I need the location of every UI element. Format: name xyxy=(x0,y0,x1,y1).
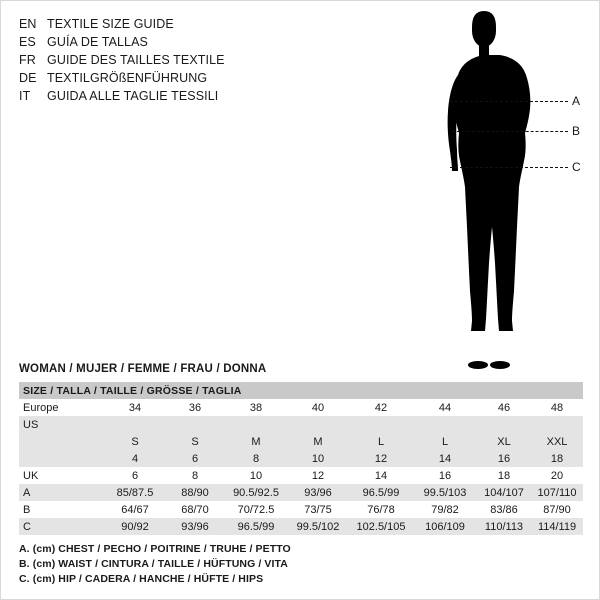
measure-line-c xyxy=(450,167,568,168)
language-row xyxy=(19,17,319,35)
cell: XXL xyxy=(531,433,583,450)
row-label: Europe xyxy=(19,399,105,416)
table-row xyxy=(19,450,583,467)
cell: 76/78 xyxy=(349,501,413,518)
language-row xyxy=(19,35,319,53)
cell: 106/109 xyxy=(413,518,477,535)
table-header-cell: SIZE / TALLA / TAILLE / GRÖSSE / TAGLIA xyxy=(19,382,583,399)
cell: 99.5/102 xyxy=(287,518,349,535)
cell: 90.5/92.5 xyxy=(225,484,287,501)
cell: 18 xyxy=(477,467,531,484)
cell: 79/82 xyxy=(413,501,477,518)
cell: 83/86 xyxy=(477,501,531,518)
cell: 93/96 xyxy=(287,484,349,501)
cell: 104/107 xyxy=(477,484,531,501)
cell xyxy=(349,416,413,433)
cell: 93/96 xyxy=(165,518,225,535)
cell: 70/72.5 xyxy=(225,501,287,518)
row-label: US xyxy=(19,416,105,433)
cell xyxy=(413,416,477,433)
cell: 102.5/105 xyxy=(349,518,413,535)
table-header-row xyxy=(19,382,583,399)
language-title-block xyxy=(19,17,319,107)
cell: 12 xyxy=(287,467,349,484)
cell: 68/70 xyxy=(165,501,225,518)
language-title: TEXTILGRÖßENFÜHRUNG xyxy=(47,71,208,85)
language-title: GUIDE DES TAILLES TEXTILE xyxy=(47,53,225,67)
cell: S xyxy=(105,433,165,450)
note-c: C. (cm) HIP / CADERA / HANCHE / HÜFTE / HIPS xyxy=(19,573,264,585)
cell: 40 xyxy=(287,399,349,416)
cell: 38 xyxy=(225,399,287,416)
cell: 8 xyxy=(165,467,225,484)
cell: 14 xyxy=(349,467,413,484)
table-row xyxy=(19,484,583,501)
cell: 10 xyxy=(225,467,287,484)
cell xyxy=(105,416,165,433)
language-row xyxy=(19,89,319,107)
language-code: FR xyxy=(19,53,36,67)
language-title: GUIDA ALLE TAGLIE TESSILI xyxy=(47,89,219,103)
cell: XL xyxy=(477,433,531,450)
cell: 64/67 xyxy=(105,501,165,518)
cell xyxy=(287,416,349,433)
cell: 96.5/99 xyxy=(225,518,287,535)
note-b: B. (cm) WAIST / CINTURA / TAILLE / HÜFTUNG / VITA xyxy=(19,558,288,570)
cell xyxy=(225,416,287,433)
row-label: B xyxy=(19,501,105,518)
row-label: UK xyxy=(19,467,105,484)
measure-line-b xyxy=(452,131,568,132)
cell: 6 xyxy=(165,450,225,467)
female-silhouette-icon xyxy=(396,9,596,369)
cell: 4 xyxy=(105,450,165,467)
language-row xyxy=(19,53,319,71)
measure-label-a: A xyxy=(572,94,581,108)
language-code: DE xyxy=(19,71,37,85)
cell: 90/92 xyxy=(105,518,165,535)
cell: 34 xyxy=(105,399,165,416)
measure-label-c: C xyxy=(572,160,581,174)
cell: L xyxy=(349,433,413,450)
language-code: IT xyxy=(19,89,31,103)
cell: 99.5/103 xyxy=(413,484,477,501)
table-row xyxy=(19,501,583,518)
cell: M xyxy=(225,433,287,450)
cell: 10 xyxy=(287,450,349,467)
row-label: C xyxy=(19,518,105,535)
cell xyxy=(477,416,531,433)
cell: 46 xyxy=(477,399,531,416)
cell: 48 xyxy=(531,399,583,416)
cell: 12 xyxy=(349,450,413,467)
cell: 107/110 xyxy=(531,484,583,501)
table-row xyxy=(19,399,583,416)
cell: S xyxy=(165,433,225,450)
cell xyxy=(165,416,225,433)
row-label xyxy=(19,450,105,467)
note-a: A. (cm) CHEST / PECHO / POITRINE / TRUHE / PETTO xyxy=(19,543,291,555)
cell: 16 xyxy=(413,467,477,484)
cell: L xyxy=(413,433,477,450)
cell: 14 xyxy=(413,450,477,467)
language-row xyxy=(19,71,319,89)
language-title: TEXTILE SIZE GUIDE xyxy=(47,17,174,31)
cell: 85/87.5 xyxy=(105,484,165,501)
cell: 8 xyxy=(225,450,287,467)
cell: 110/113 xyxy=(477,518,531,535)
cell xyxy=(531,416,583,433)
cell: 36 xyxy=(165,399,225,416)
size-table-wrapper xyxy=(19,382,583,535)
cell: 114/119 xyxy=(531,518,583,535)
language-code: ES xyxy=(19,35,36,49)
language-code: EN xyxy=(19,17,37,31)
section-heading: WOMAN / MUJER / FEMME / FRAU / DONNA xyxy=(19,363,267,375)
size-table xyxy=(19,382,583,535)
table-row xyxy=(19,416,583,433)
cell: 73/75 xyxy=(287,501,349,518)
row-label: A xyxy=(19,484,105,501)
cell: 44 xyxy=(413,399,477,416)
cell: 6 xyxy=(105,467,165,484)
measurement-notes xyxy=(19,542,579,587)
table-row xyxy=(19,518,583,535)
measure-label-b: B xyxy=(572,124,581,138)
cell: 20 xyxy=(531,467,583,484)
cell: 42 xyxy=(349,399,413,416)
cell: 16 xyxy=(477,450,531,467)
cell: 18 xyxy=(531,450,583,467)
figure-area xyxy=(396,9,596,369)
cell: 88/90 xyxy=(165,484,225,501)
measure-line-a xyxy=(450,101,568,102)
cell: 87/90 xyxy=(531,501,583,518)
table-row xyxy=(19,433,583,450)
table-row xyxy=(19,467,583,484)
language-title: GUÍA DE TALLAS xyxy=(47,35,148,49)
row-label xyxy=(19,433,105,450)
cell: M xyxy=(287,433,349,450)
cell: 96.5/99 xyxy=(349,484,413,501)
